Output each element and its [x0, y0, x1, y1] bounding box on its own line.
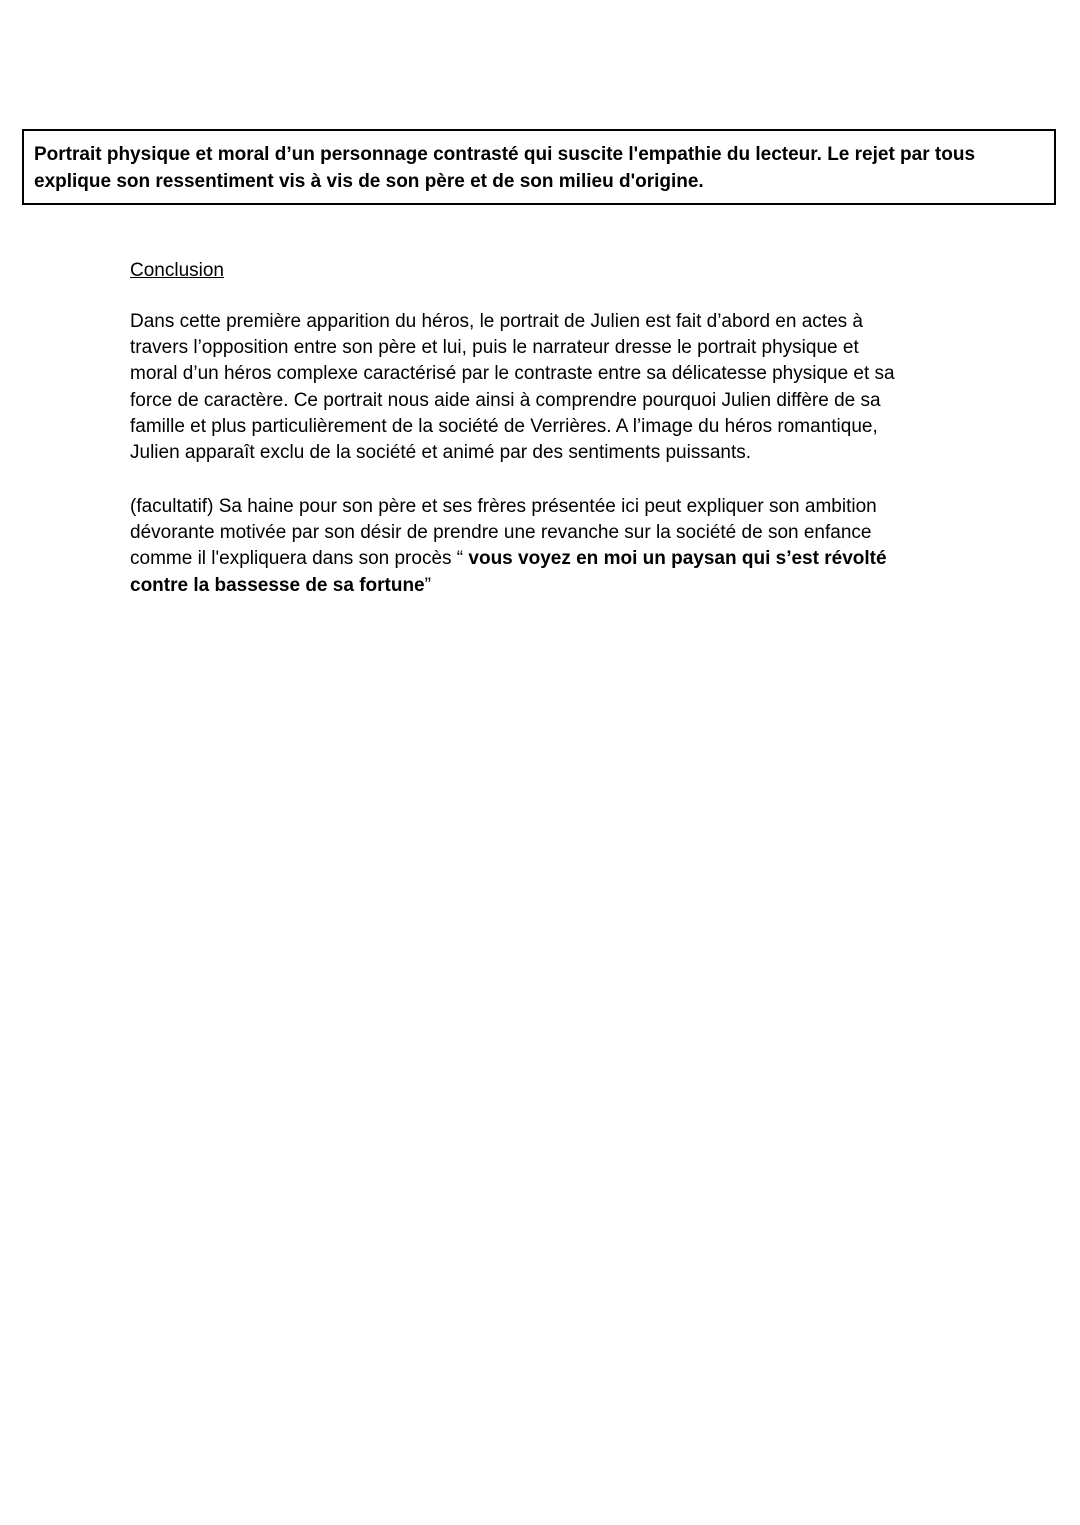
paragraph-line: travers l’opposition entre son père et lui, puis le narrateur dresse le portrait physique et — [130, 337, 859, 359]
quotation-bold: vous voyez en moi un paysan qui s’est révolté — [468, 548, 887, 570]
summary-line: Portrait physique et moral d’un personnage contrasté qui suscite l'empathie du lecteur. Le rejet par tous — [34, 144, 976, 165]
conclusion-paragraph-1 — [130, 309, 990, 466]
paragraph-line: moral d’un héros complexe caractérisé par le contraste entre sa délicatesse physique et sa — [130, 363, 895, 385]
paragraph-line — [130, 573, 990, 599]
paragraph-line — [130, 546, 990, 572]
paragraph-line: Dans cette première apparition du héros, le portrait de Julien est fait d’abord en actes à — [130, 311, 863, 332]
paragraph-line: force de caractère. Ce portrait nous aide ainsi à comprendre pourquoi Julien diffère de sa — [130, 389, 881, 411]
paragraph-line: famille et plus particulièrement de la société de Verrières. A l’image du héros romantique, — [130, 415, 878, 437]
paragraph-line: Julien apparaît exclu de la société et animé par des sentiments puissants. — [130, 442, 752, 464]
quotation-bold: contre la bassesse de sa fortune — [130, 574, 425, 596]
conclusion-heading: Conclusion — [130, 260, 224, 281]
quote-intro-text: comme il l'expliquera dans son procès “ — [130, 548, 469, 570]
closing-quote: ” — [424, 574, 431, 596]
conclusion-paragraph-2 — [130, 494, 990, 599]
summary-line: explique son ressentiment vis à vis de son père et de son milieu d'origine. — [34, 171, 704, 192]
paragraph-line: dévorante motivée par son désir de prendre une revanche sur la société de son enfance — [130, 522, 872, 544]
paragraph-line: (facultatif) Sa haine pour son père et ses frères présentée ici peut expliquer son ambition — [130, 496, 877, 517]
summary-box — [22, 129, 1056, 205]
